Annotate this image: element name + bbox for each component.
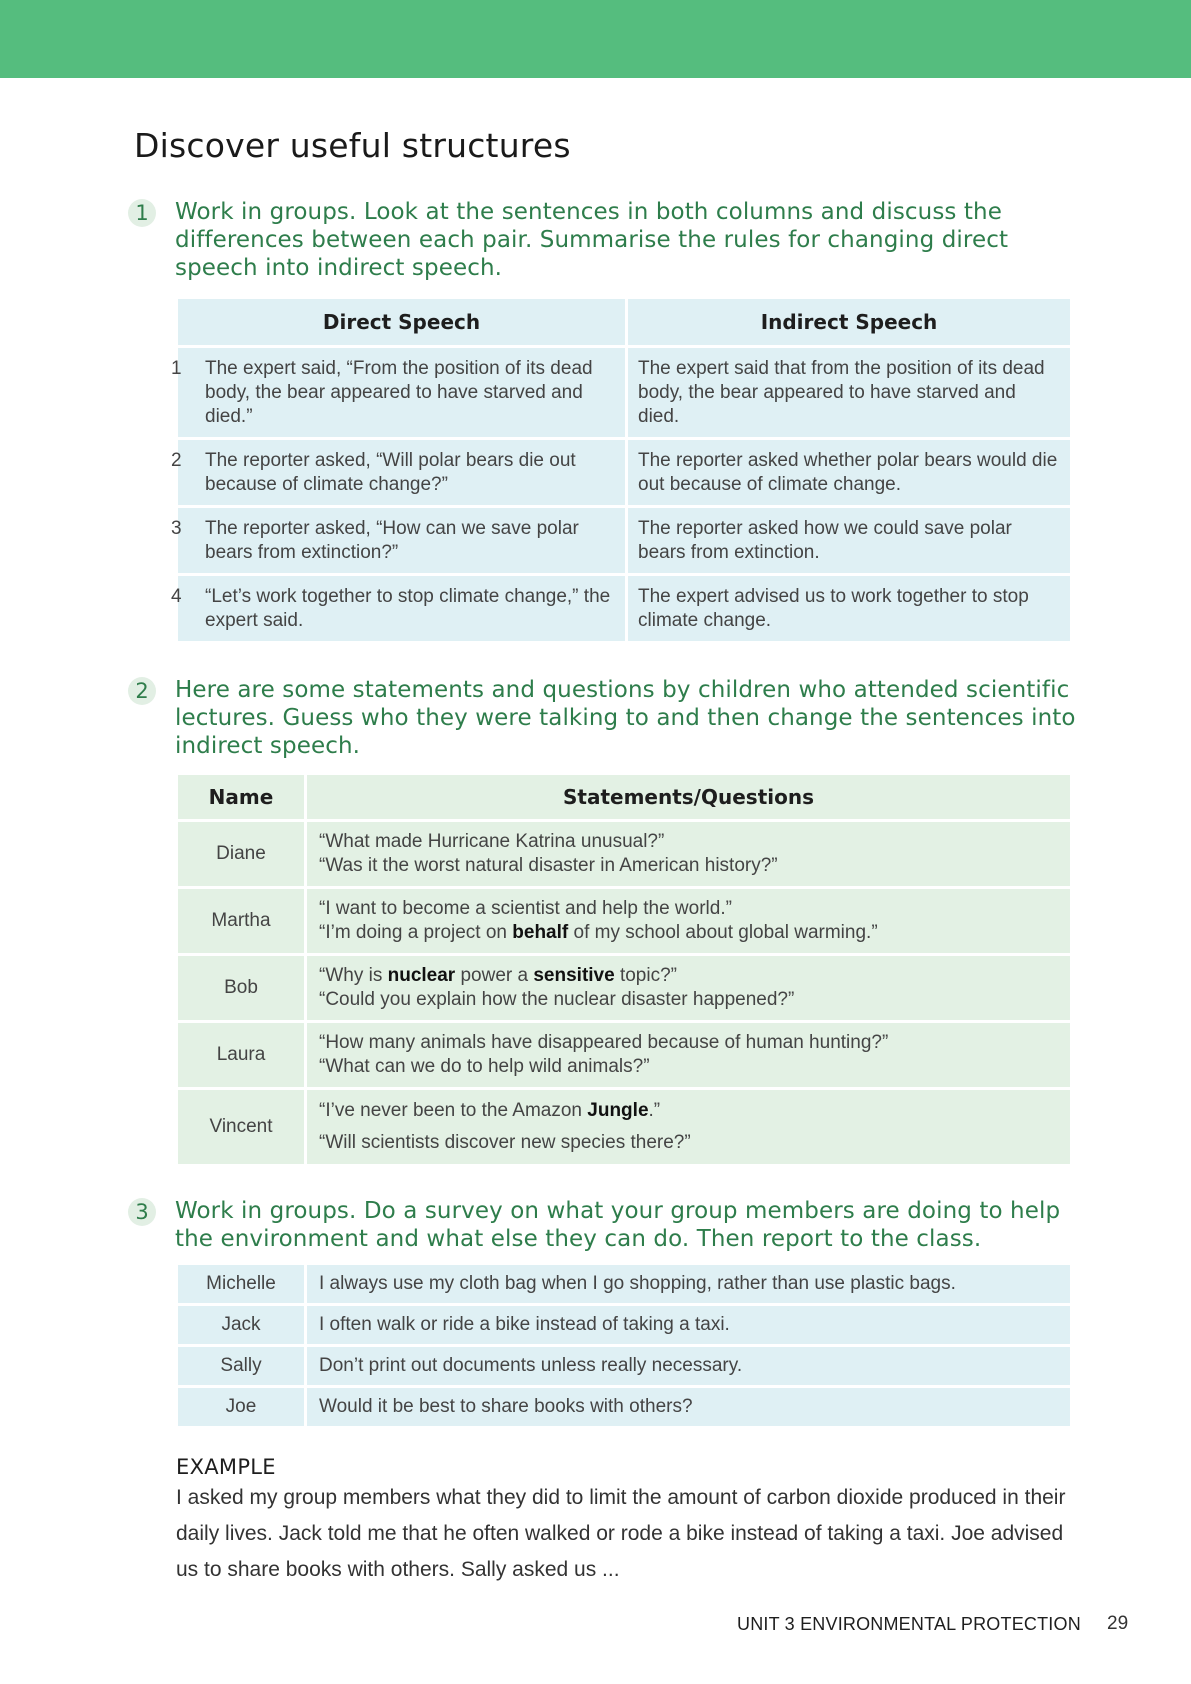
- member-statement: I always use my cloth bag when I go shopping, rather than use plastic bags.: [306, 1264, 1072, 1305]
- statement-line: [319, 921, 1058, 945]
- direct-speech-text: The expert said, “From the position of its dead body, the bear appeared to have starved and died.”: [205, 358, 593, 427]
- keyword: Jungle: [587, 1100, 649, 1121]
- statement-fragment: of my school about global warming.”: [568, 922, 878, 943]
- speaker-name: Laura: [177, 1022, 306, 1089]
- member-statement: I often walk or ride a bike instead of taking a taxi.: [306, 1305, 1072, 1346]
- statement-line: “How many animals have disappeared because of human hunting?”: [319, 1032, 889, 1053]
- statement-fragment: power a: [455, 965, 534, 986]
- direct-speech-text: The reporter asked, “Will polar bears die out because of climate change?”: [205, 450, 576, 495]
- speaker-name: Vincent: [177, 1089, 306, 1166]
- direct-speech-cell: [171, 507, 627, 575]
- statements-cell: [306, 821, 1072, 888]
- header-band: [0, 0, 1191, 78]
- task-3: [128, 1197, 1078, 1253]
- task-2: [128, 676, 1078, 760]
- column-header-name: Name: [177, 774, 306, 821]
- member-name: Michelle: [177, 1264, 306, 1305]
- table-row: [177, 1089, 1072, 1166]
- statement-line: “What can we do to help wild animals?”: [319, 1056, 650, 1077]
- statement-fragment: topic?”: [614, 965, 677, 986]
- row-number: 1: [171, 358, 182, 379]
- statements-cell: [306, 1022, 1072, 1089]
- keyword: behalf: [512, 922, 569, 943]
- table-row: [177, 507, 1072, 575]
- table-row: [177, 955, 1072, 1022]
- column-header-statements: Statements/Questions: [306, 774, 1072, 821]
- member-statement: Would it be best to share books with others?: [306, 1387, 1072, 1428]
- indirect-speech-cell: The reporter asked how we could save polar bears from extinction.: [627, 507, 1072, 575]
- example-label: EXAMPLE: [176, 1455, 276, 1479]
- table-row: [177, 1387, 1072, 1428]
- task-1: [128, 198, 1078, 282]
- table-row: [177, 888, 1072, 955]
- indirect-speech-cell: The expert said that from the position of its dead body, the bear appeared to have starved and died.: [627, 347, 1072, 439]
- statements-cell: [306, 1089, 1072, 1166]
- statement-line: “Was it the worst natural disaster in American history?”: [319, 855, 778, 876]
- table-row: [177, 1305, 1072, 1346]
- indirect-speech-cell: The reporter asked whether polar bears would die out because of climate change.: [627, 439, 1072, 507]
- section-title: Discover useful structures: [134, 126, 571, 165]
- indirect-speech-cell: The expert advised us to work together to stop climate change.: [627, 575, 1072, 643]
- table-row: [177, 1346, 1072, 1387]
- statements-cell: [306, 888, 1072, 955]
- speech-comparison-table: [171, 296, 1073, 644]
- direct-speech-cell: [171, 347, 627, 439]
- column-header-indirect: Indirect Speech: [627, 298, 1072, 347]
- member-name: Jack: [177, 1305, 306, 1346]
- statement-line: [319, 964, 1058, 988]
- table-row: [177, 439, 1072, 507]
- row-number: 4: [171, 586, 182, 607]
- member-name: Sally: [177, 1346, 306, 1387]
- direct-speech-text: The reporter asked, “How can we save polar bears from extinction?”: [205, 518, 579, 563]
- direct-speech-text: “Let’s work together to stop climate change,” the expert said.: [205, 586, 611, 631]
- statement-fragment: “I’m doing a project on: [319, 922, 513, 943]
- speaker-name: Bob: [177, 955, 306, 1022]
- statement-line: “What made Hurricane Katrina unusual?”: [319, 831, 665, 852]
- task-number-badge: 2: [128, 677, 156, 705]
- survey-table: [175, 1262, 1073, 1429]
- table-row: [177, 1022, 1072, 1089]
- member-name: Joe: [177, 1387, 306, 1428]
- table-row: [177, 575, 1072, 643]
- table-header-row: [177, 774, 1072, 821]
- table-row: [177, 347, 1072, 439]
- statement-line: [319, 1099, 1058, 1123]
- row-number: 3: [171, 518, 182, 539]
- column-header-direct: Direct Speech: [177, 298, 627, 347]
- page-number: 29: [1107, 1613, 1129, 1634]
- direct-speech-cell: [171, 439, 627, 507]
- statement-line: “Could you explain how the nuclear disaster happened?”: [319, 989, 795, 1010]
- statement-line: “Will scientists discover new species there?”: [319, 1132, 691, 1153]
- statement-fragment: “I’ve never been to the Amazon: [319, 1100, 588, 1121]
- statement-fragment: “Why is: [319, 965, 388, 986]
- task-number-badge: 3: [128, 1198, 156, 1226]
- table-header-row: [177, 298, 1072, 347]
- statement-fragment: .”: [648, 1100, 661, 1121]
- row-number: 2: [171, 450, 182, 471]
- keyword: sensitive: [533, 965, 615, 986]
- task-instruction: Here are some statements and questions by children who attended scientific lectures. Guess who they were talking to and then change the sentences into indirect speech.: [175, 677, 1076, 759]
- keyword: nuclear: [387, 965, 456, 986]
- member-statement: Don’t print out documents unless really necessary.: [306, 1346, 1072, 1387]
- table-row: [177, 821, 1072, 888]
- statement-line: “I want to become a scientist and help the world.”: [319, 898, 732, 919]
- table-row: [177, 1264, 1072, 1305]
- task-instruction: Work in groups. Do a survey on what your group members are doing to help the environment and what else they can do. Then report to the class.: [175, 1198, 1061, 1252]
- footer-unit-title: UNIT 3 ENVIRONMENTAL PROTECTION: [737, 1614, 1081, 1634]
- example-text: I asked my group members what they did to limit the amount of carbon dioxide produced in their daily lives. Jack told me that he often walked or rode a bike instead of taking a taxi. Joe advised us to share books with others. Sally asked us ...: [176, 1486, 1066, 1581]
- speaker-name: Martha: [177, 888, 306, 955]
- direct-speech-cell: [171, 575, 627, 643]
- task-number-badge: 1: [128, 199, 156, 227]
- task-instruction: Work in groups. Look at the sentences in both columns and discuss the differences between each pair. Summarise the rules for changing direct speech into indirect speech.: [175, 199, 1009, 281]
- speaker-name: Diane: [177, 821, 306, 888]
- statements-table: [175, 772, 1073, 1167]
- statements-cell: [306, 955, 1072, 1022]
